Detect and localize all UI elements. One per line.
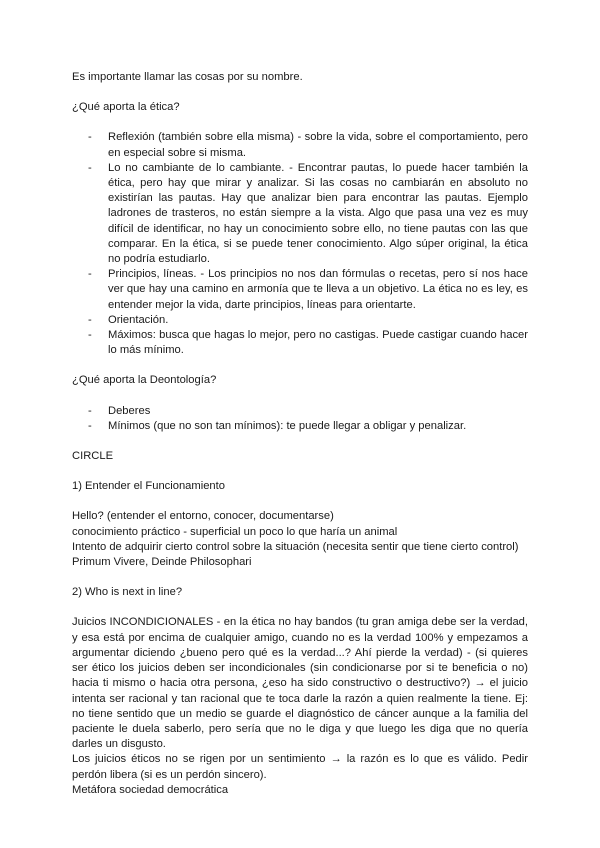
section-1-title: 1) Entender el Funcionamiento xyxy=(72,480,225,493)
intro-line: Es importante llamar las cosas por su nombre. xyxy=(72,71,303,83)
deontology-list xyxy=(72,404,528,434)
ethics-list xyxy=(72,130,528,358)
section-2-paragraph: Juicios INCONDICIONALES - en la ética no hay bandos (tu gran amiga debe ser la verdad, y esa está por encima de cualquier amigo, cuando no es la verdad 100% y empezamos a argumentar diciendo ¿bueno pero qué es la verdad...? Ahí pierde la verdad) - (si quieres ser ético los juicios deben ser incondicionales (sin condicionarse por si te beneficia o no) hacia ti mismo o hacia otra persona, ¿eso ha sido constructivo o destructivo?) → el juicio intenta ser racional y tan racional que te toca darle la razón a quien realmente la tiene. Ej: no tiene sentido que un medio se guarde el diagnóstico de cáncer aunque a la familia del paciente le duela saberlo, pero sería que no le diga y que luego les diga que no quería darles un disgusto. xyxy=(72,616,528,751)
section-1-line: Intento de adquirir cierto control sobre la situación (necesita sentir que tiene cierto control) xyxy=(72,540,519,553)
list-item: - Máximos: busca que hagas lo mejor, pero no castigas. Puede castigar cuando hacer lo más mínimo. xyxy=(72,328,528,358)
list-item: - Orientación. xyxy=(72,313,528,328)
question-ethics: ¿Qué aporta la ética? xyxy=(72,101,180,114)
circle-heading: CIRCLE xyxy=(72,450,114,463)
section-1-line: Hello? (entender el entorno, conocer, documentarse) xyxy=(72,510,334,523)
document-page xyxy=(72,70,528,798)
list-item: - Principios, líneas. - Los principios no nos dan fórmulas o recetas, pero sí nos hace ver que hay una camino en armonía que te lleva a un objetivo. La ética no es ley, es entender mejor la vida, darte principios, líneas para orientarte. xyxy=(72,267,528,313)
section-1-line: conocimiento práctico - superficial un poco lo que haría un animal xyxy=(72,525,398,538)
list-item: - Mínimos (que no son tan mínimos): te puede llegar a obligar y penalizar. xyxy=(72,419,528,434)
list-item: - Lo no cambiante de lo cambiante. - Encontrar pautas, lo puede hacer también la ética, pero hay que mirar y analizar. Si las cosas no cambiarán en absoluto no existirían las pautas. Hay que analizar bien para encontrar las pautas. Ejemplo ladrones de trasteros, no están siempre a la vista. Algo que pasa una vez es muy difícil de identificar, no hay un conocimiento sobre ello, no tiene pautas con las que comparar. En la ética, si se puede tener conocimiento. Algo súper original, la ética no podría estudiarlo. xyxy=(72,161,528,267)
section-1-line: Primum Vivere, Deinde Philosophari xyxy=(72,556,252,569)
list-item: - Reflexión (también sobre ella misma) - sobre la vida, sobre el comportamiento, pero en especial sobre si misma. xyxy=(72,130,528,160)
section-2-title: 2) Who is next in line? xyxy=(72,586,183,599)
list-item: - Deberes xyxy=(72,404,528,419)
section-2-paragraph: Metáfora sociedad democrática xyxy=(72,783,229,796)
question-deontology: ¿Qué aporta la Deontología? xyxy=(72,374,217,387)
section-2-paragraph: Los juicios éticos no se rigen por un sentimiento → la razón es lo que es válido. Pedir perdón libera (si es un perdón sincero). xyxy=(72,753,528,781)
